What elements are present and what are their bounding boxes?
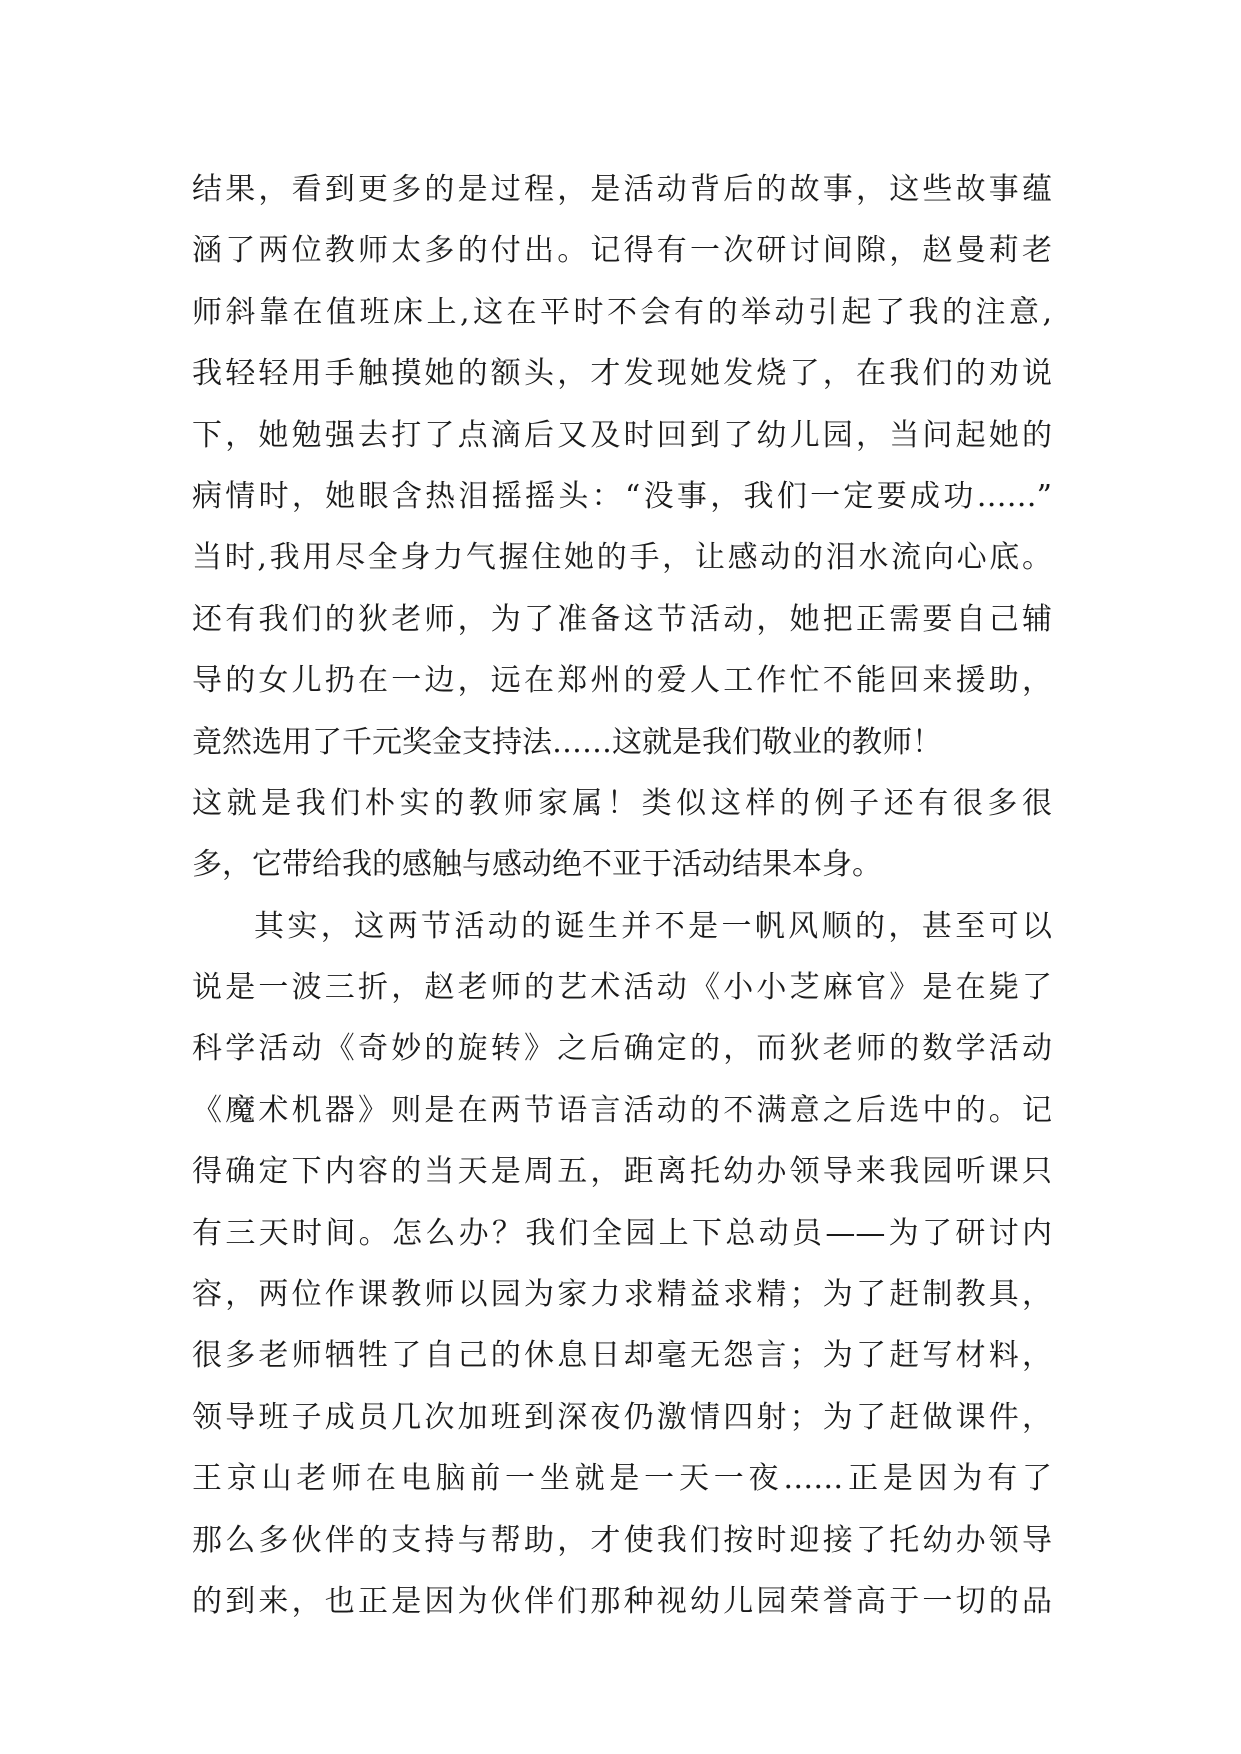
text-line: 容，两位作课教师以园为家力求精益求精；为了赶制教具，	[192, 1277, 1052, 1313]
text-line: 说是一波三折，赵老师的艺术活动《小小芝麻官》是在毙了	[192, 970, 1052, 1006]
text-line: 其实，这两节活动的诞生并不是一帆风顺的，甚至可以	[254, 908, 1052, 944]
text-line: 领导班子成员几次加班到深夜仍激情四射；为了赶做课件，	[192, 1399, 1052, 1435]
text-line: 师斜靠在值班床上,这在平时不会有的举动引起了我的注意,	[192, 294, 1052, 330]
text-line: 的到来，也正是因为伙伴们那种视幼儿园荣誉高于一切的品	[192, 1583, 1052, 1619]
text-line: 下，她勉强去打了点滴后又及时回到了幼儿园，当问起她的	[192, 417, 1052, 453]
text-line: 王京山老师在电脑前一坐就是一天一夜……正是因为有了	[192, 1461, 1052, 1497]
text-line: 病情时，她眼含热泪摇摇头：“没事，我们一定要成功……”	[192, 478, 1052, 514]
text-line: 有三天时间。怎么办？我们全园上下总动员——为了研讨内	[192, 1215, 1052, 1251]
text-line: 涵了两位教师太多的付出。记得有一次研讨间隙，赵曼莉老	[192, 233, 1052, 269]
text-line: 多，它带给我的感触与感动绝不亚于活动结果本身。	[192, 847, 882, 883]
body-text	[192, 159, 1052, 1632]
text-line: 当时,我用尽全身力气握住她的手，让感动的泪水流向心底。	[192, 540, 1052, 576]
text-line: 得确定下内容的当天是周五，距离托幼办领导来我园听课只	[192, 1154, 1052, 1190]
text-line: 科学活动《奇妙的旋转》之后确定的，而狄老师的数学活动	[192, 1031, 1052, 1067]
text-line: 我轻轻用手触摸她的额头，才发现她发烧了，在我们的劝说	[192, 356, 1052, 392]
text-line: 结果，看到更多的是过程，是活动背后的故事，这些故事蕴	[192, 172, 1052, 207]
text-line: 很多老师牺牲了自己的休息日却毫无怨言；为了赶写材料，	[192, 1338, 1052, 1374]
text-line: 这就是我们朴实的教师家属！类似这样的例子还有很多很	[192, 785, 1052, 821]
text-line: 《魔术机器》则是在两节语言活动的不满意之后选中的。记	[192, 1092, 1052, 1128]
text-line: 还有我们的狄老师，为了准备这节活动，她把正需要自己辅	[192, 601, 1052, 637]
text-line: 那么多伙伴的支持与帮助，才使我们按时迎接了托幼办领导	[192, 1522, 1052, 1558]
text-line: 竟然选用了千元奖金支持法……这就是我们敬业的教师！	[192, 724, 942, 760]
text-line: 导的女儿扔在一边，远在郑州的爱人工作忙不能回来援助，	[192, 663, 1052, 699]
